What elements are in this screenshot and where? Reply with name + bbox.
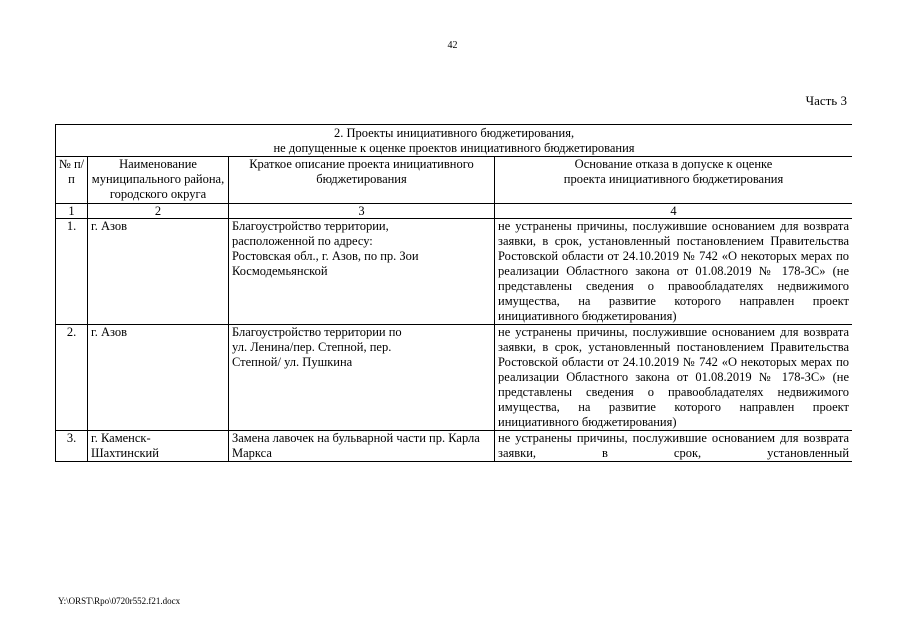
row-reason: не устранены причины, послужившие основанием для возврата заявки, в срок, установленный — [495, 431, 853, 462]
table-row — [56, 325, 853, 431]
projects-table — [55, 124, 852, 462]
row-number: 1. — [56, 219, 88, 325]
header-reason: Основание отказа в допуске к оценке проекта инициативного бюджетирования — [495, 157, 853, 204]
row-municipality: г. Азов — [88, 325, 229, 431]
index-cell: 4 — [495, 204, 853, 219]
index-cell: 3 — [229, 204, 495, 219]
index-cell: 1 — [56, 204, 88, 219]
table-title-line-1: 2. Проекты инициативного бюджетирования, — [333, 126, 575, 140]
table-header-row — [56, 157, 853, 204]
header-description: Краткое описание проекта инициативного бюджетирования — [229, 157, 495, 204]
row-municipality: г. Азов — [88, 219, 229, 325]
row-municipality: г. Каменск-Шахтинский — [88, 431, 229, 462]
table-row — [56, 219, 853, 325]
header-number: № п/п — [56, 157, 88, 204]
row-description: Замена лавочек на бульварной части пр. Карла Маркса — [229, 431, 495, 462]
header-municipality: Наименование муниципального района, городского округа — [88, 157, 229, 204]
page-number: 42 — [447, 40, 458, 51]
table-title — [56, 125, 853, 157]
row-reason: не устранены причины, послужившие основанием для возврата заявки, в срок, установленный постановлением Правительства Ростовской области от 24.10.2019 № 742 «О некоторых мерах по реализации Областного закона от 01.08.2019 № 178-ЗС» (не представлены сведения о правообладателях недвижимого имущества, на развитие которого направлен проект инициативного бюджетирования) — [495, 325, 853, 431]
part-label: Часть 3 — [805, 93, 847, 108]
projects-table-container — [55, 124, 852, 586]
table-row — [56, 431, 853, 462]
footer-file-path: Y:\ORST\Rpo\0720r552.f21.docx — [58, 596, 181, 606]
table-index-row — [56, 204, 853, 219]
row-description: Благоустройство территории, расположенной по адресу: Ростовская обл., г. Азов, по пр. Зои Космодемьянской — [229, 219, 495, 325]
row-description: Благоустройство территории по ул. Ленина/пер. Степной, пер. Степной/ ул. Пушкина — [229, 325, 495, 431]
table-title-line-2: не допущенные к оценке проектов инициативного бюджетирования — [273, 141, 635, 155]
row-number: 3. — [56, 431, 88, 462]
index-cell: 2 — [88, 204, 229, 219]
row-number: 2. — [56, 325, 88, 431]
row-reason: не устранены причины, послужившие основанием для возврата заявки, в срок, установленный постановлением Правительства Ростовской области от 24.10.2019 № 742 «О некоторых мерах по реализации Областного закона от 01.08.2019 № 178-ЗС» (не представлены сведения о правообладателях недвижимого имущества, на развитие которого направлен проект инициативного бюджетирования) — [495, 219, 853, 325]
table-title-row — [56, 125, 853, 157]
